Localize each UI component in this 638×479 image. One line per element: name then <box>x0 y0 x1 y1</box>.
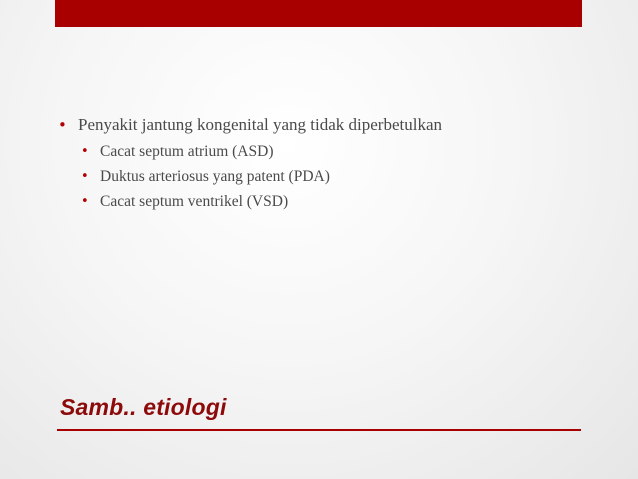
bullet-icon: • <box>58 116 67 134</box>
bullet-item-level2 <box>56 167 596 187</box>
header-accent-bar <box>55 0 582 27</box>
bullet-list <box>56 114 596 217</box>
title-underline <box>57 429 581 431</box>
bullet-text: Cacat septum ventrikel (VSD) <box>100 193 289 210</box>
bullet-item-level2 <box>56 192 596 212</box>
bullet-text: Cacat septum atrium (ASD) <box>100 143 274 160</box>
bullet-icon: • <box>81 194 89 209</box>
bullet-item-level1 <box>56 114 596 136</box>
bullet-icon: • <box>81 169 89 184</box>
slide-title: Samb.. etiologi <box>60 394 227 420</box>
bullet-icon: • <box>81 144 89 159</box>
bullet-item-level2 <box>56 142 596 162</box>
bullet-text: Penyakit jantung kongenital yang tidak diperbetulkan <box>78 115 442 134</box>
bullet-text: Duktus arteriosus yang patent (PDA) <box>100 168 330 185</box>
